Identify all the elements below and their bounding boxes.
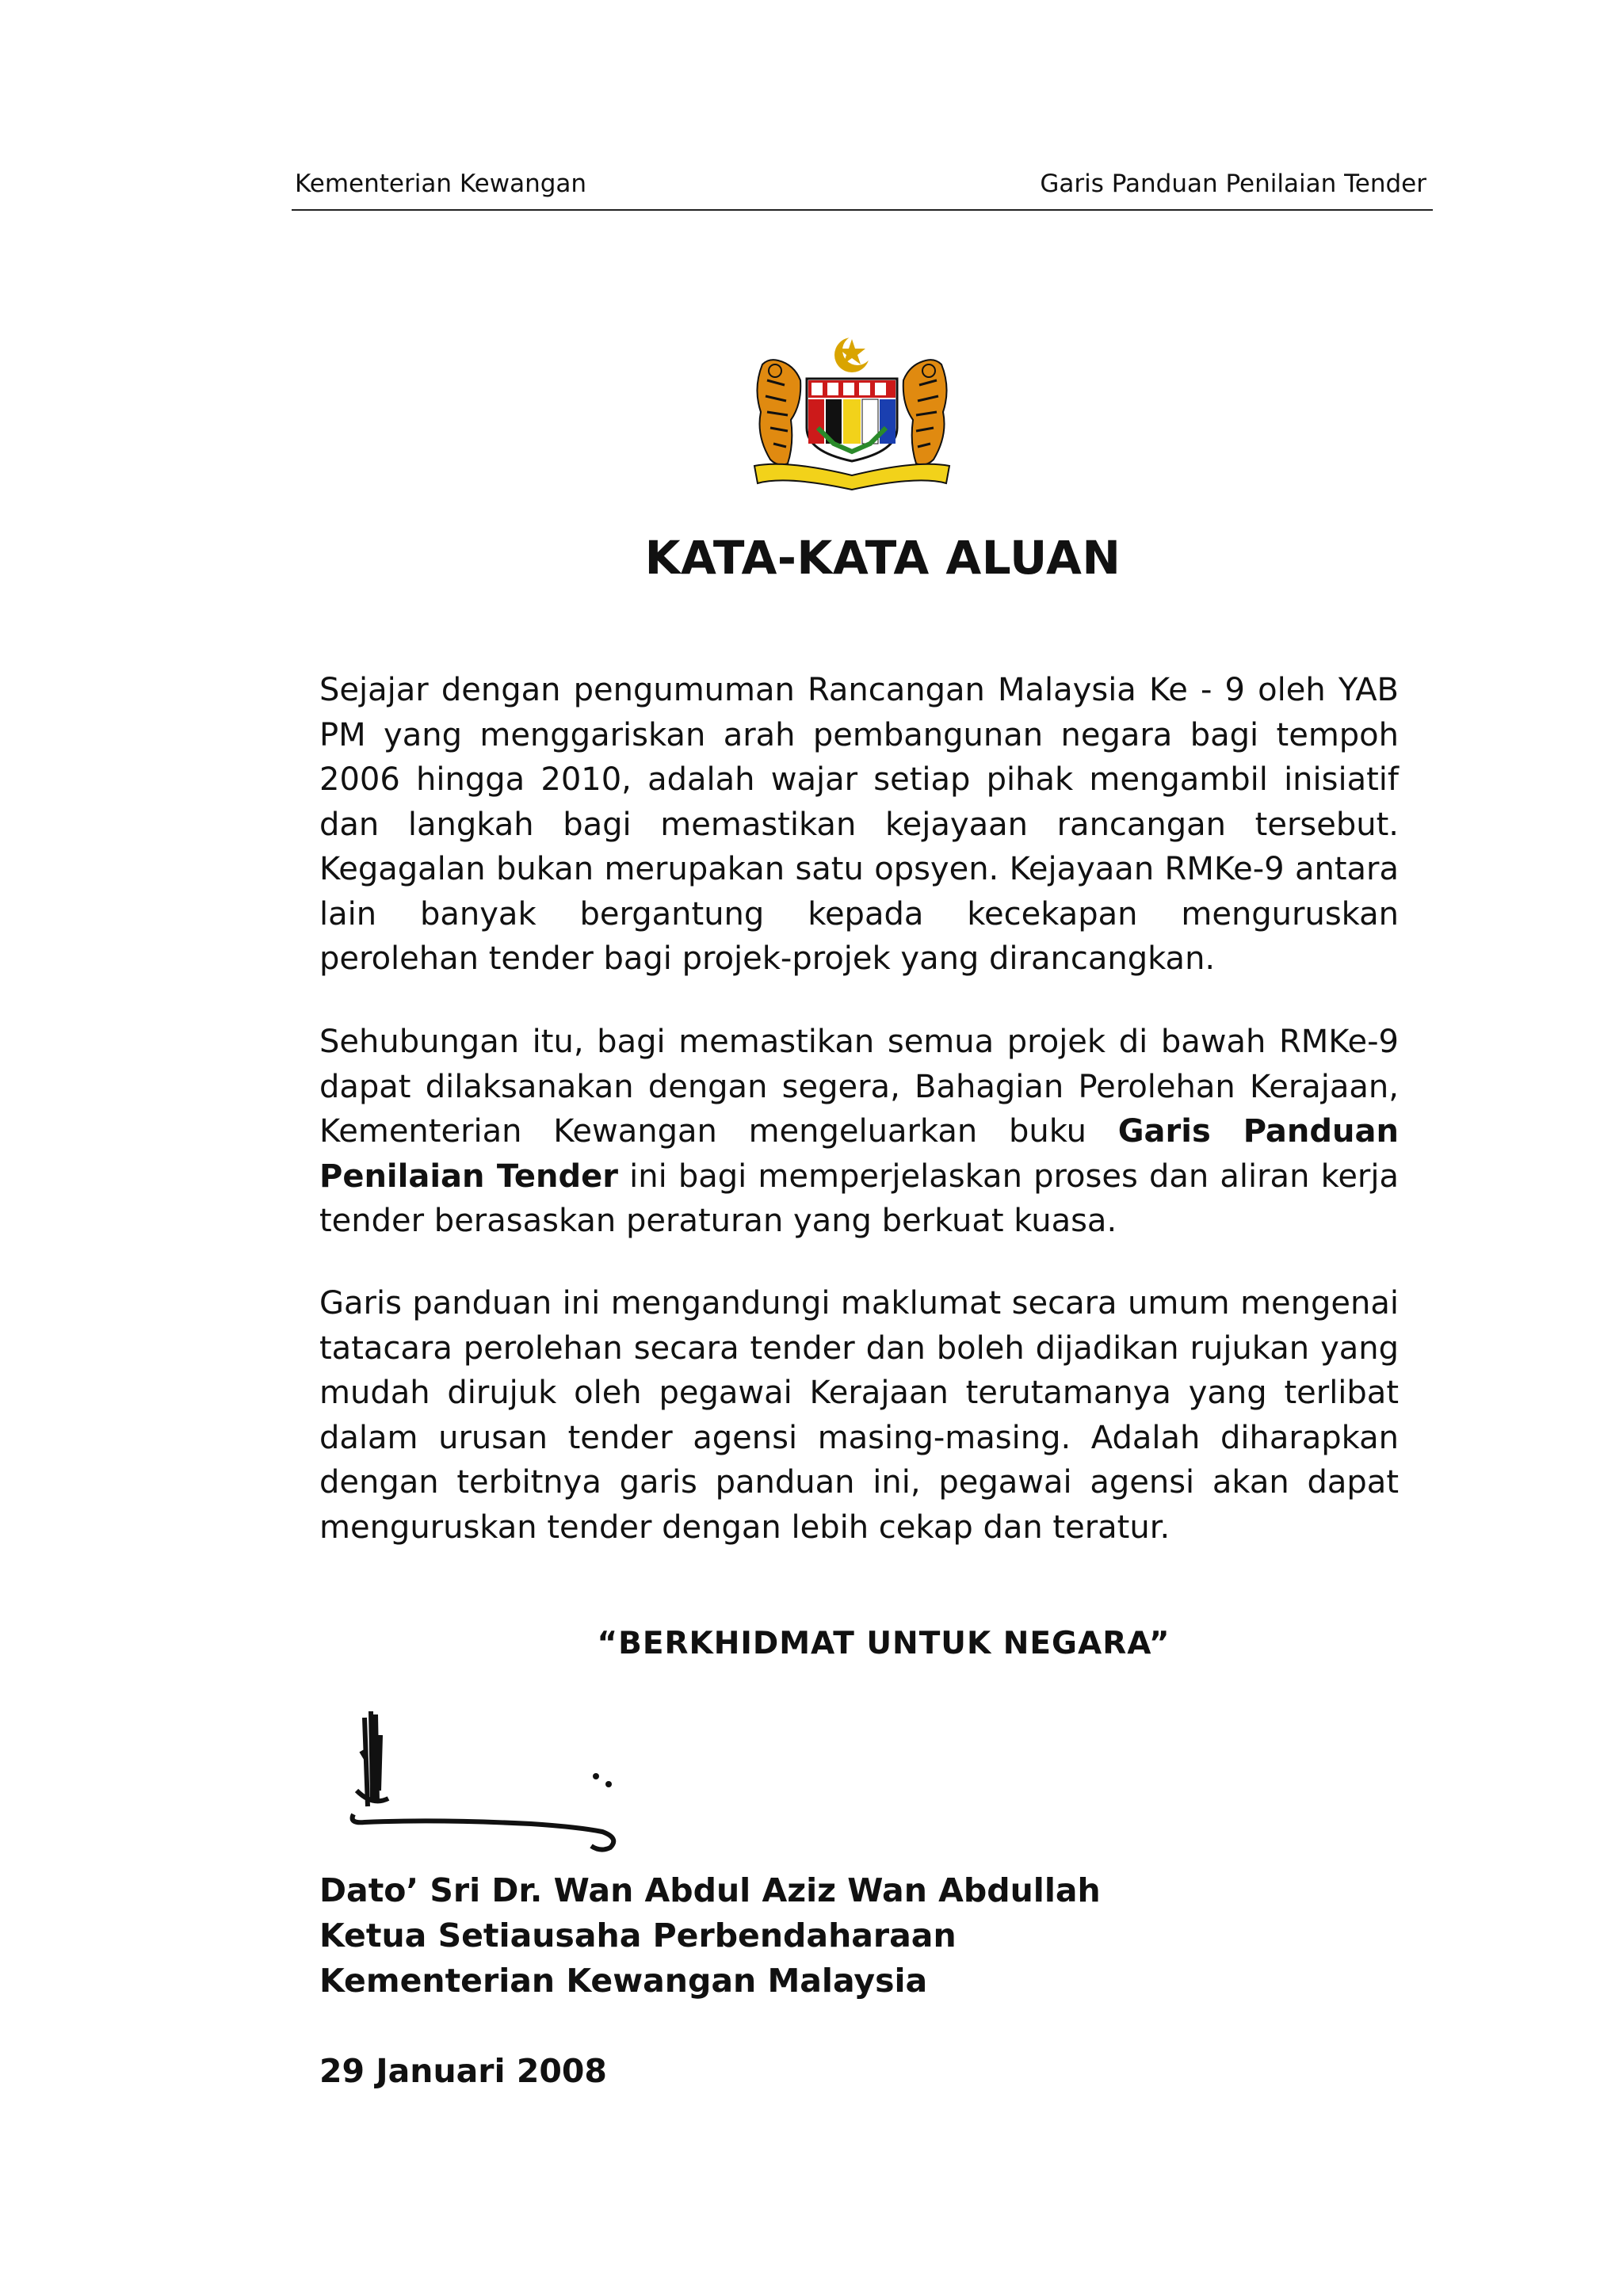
page-title: KATA-KATA ALUAN — [644, 531, 1121, 585]
paragraph-purpose-text-end: ini bagi memperjelaskan proses dan aliran kerja tender berasaskan peraturan yang berkuat kuasa. — [319, 1158, 1399, 1239]
signer-ministry: Kementerian Kewangan Malaysia — [319, 1962, 928, 2000]
paragraph-content: Garis panduan ini mengandungi maklumat secara umum mengenai tatacara perolehan secara tender dan boleh dijadikan rujukan yang mudah dirujuk oleh pegawai Kerajaan terutamanya yang terlibat dalam urusan tender agensi masing-masing. Adalah diharapkan dengan terbitnya garis panduan ini, pegawai agensi akan dapat menguruskan tender dengan lebih cekap dan teratur. — [319, 1285, 1399, 1546]
page-header — [292, 165, 1433, 211]
signer-position: Ketua Setiausaha Perbendaharaan — [319, 1917, 957, 1955]
signer-name: Dato’ Sri Dr. Wan Abdul Aziz Wan Abdullah — [319, 1871, 1101, 1909]
paragraph-introduction: Sejajar dengan pengumuman Rancangan Malaysia Ke - 9 oleh YAB PM yang menggariskan arah pembangunan negara bagi tempoh 2006 hingga 2010, adalah wajar setiap pihak mengambil inisiatif dan langkah bagi memastikan kejayaan rancangan tersebut. Kegagalan bukan merupakan satu opsyen. Kejayaan RMKe-9 antara lain banyak bergantung kepada kecekapan menguruskan perolehan tender bagi projek-projek yang dirancangkan. — [319, 672, 1399, 977]
signer-block — [319, 1868, 1101, 2004]
signature-image — [341, 1703, 689, 1870]
letter-date: 29 Januari 2008 — [319, 2052, 607, 2090]
header-ministry: Kementerian Kewangan — [295, 170, 587, 198]
paragraph-purpose-text-start: Sehubungan itu, bagi memastikan semua projek di bawah RMKe-9 dapat dilaksanakan dengan segera, Bahagian Perolehan Kerajaan, Kementerian Kewangan mengeluarkan buku — [319, 1024, 1399, 1150]
header-document-title: Garis Panduan Penilaian Tender — [1040, 170, 1426, 198]
malaysia-coat-of-arms-icon — [739, 333, 965, 491]
guideline-title-bold: Garis Panduan Penilaian Tender — [319, 1113, 1399, 1195]
paragraph-purpose — [319, 1020, 1399, 1244]
motto: “BERKHIDMAT UNTUK NEGARA” — [597, 1626, 1170, 1661]
